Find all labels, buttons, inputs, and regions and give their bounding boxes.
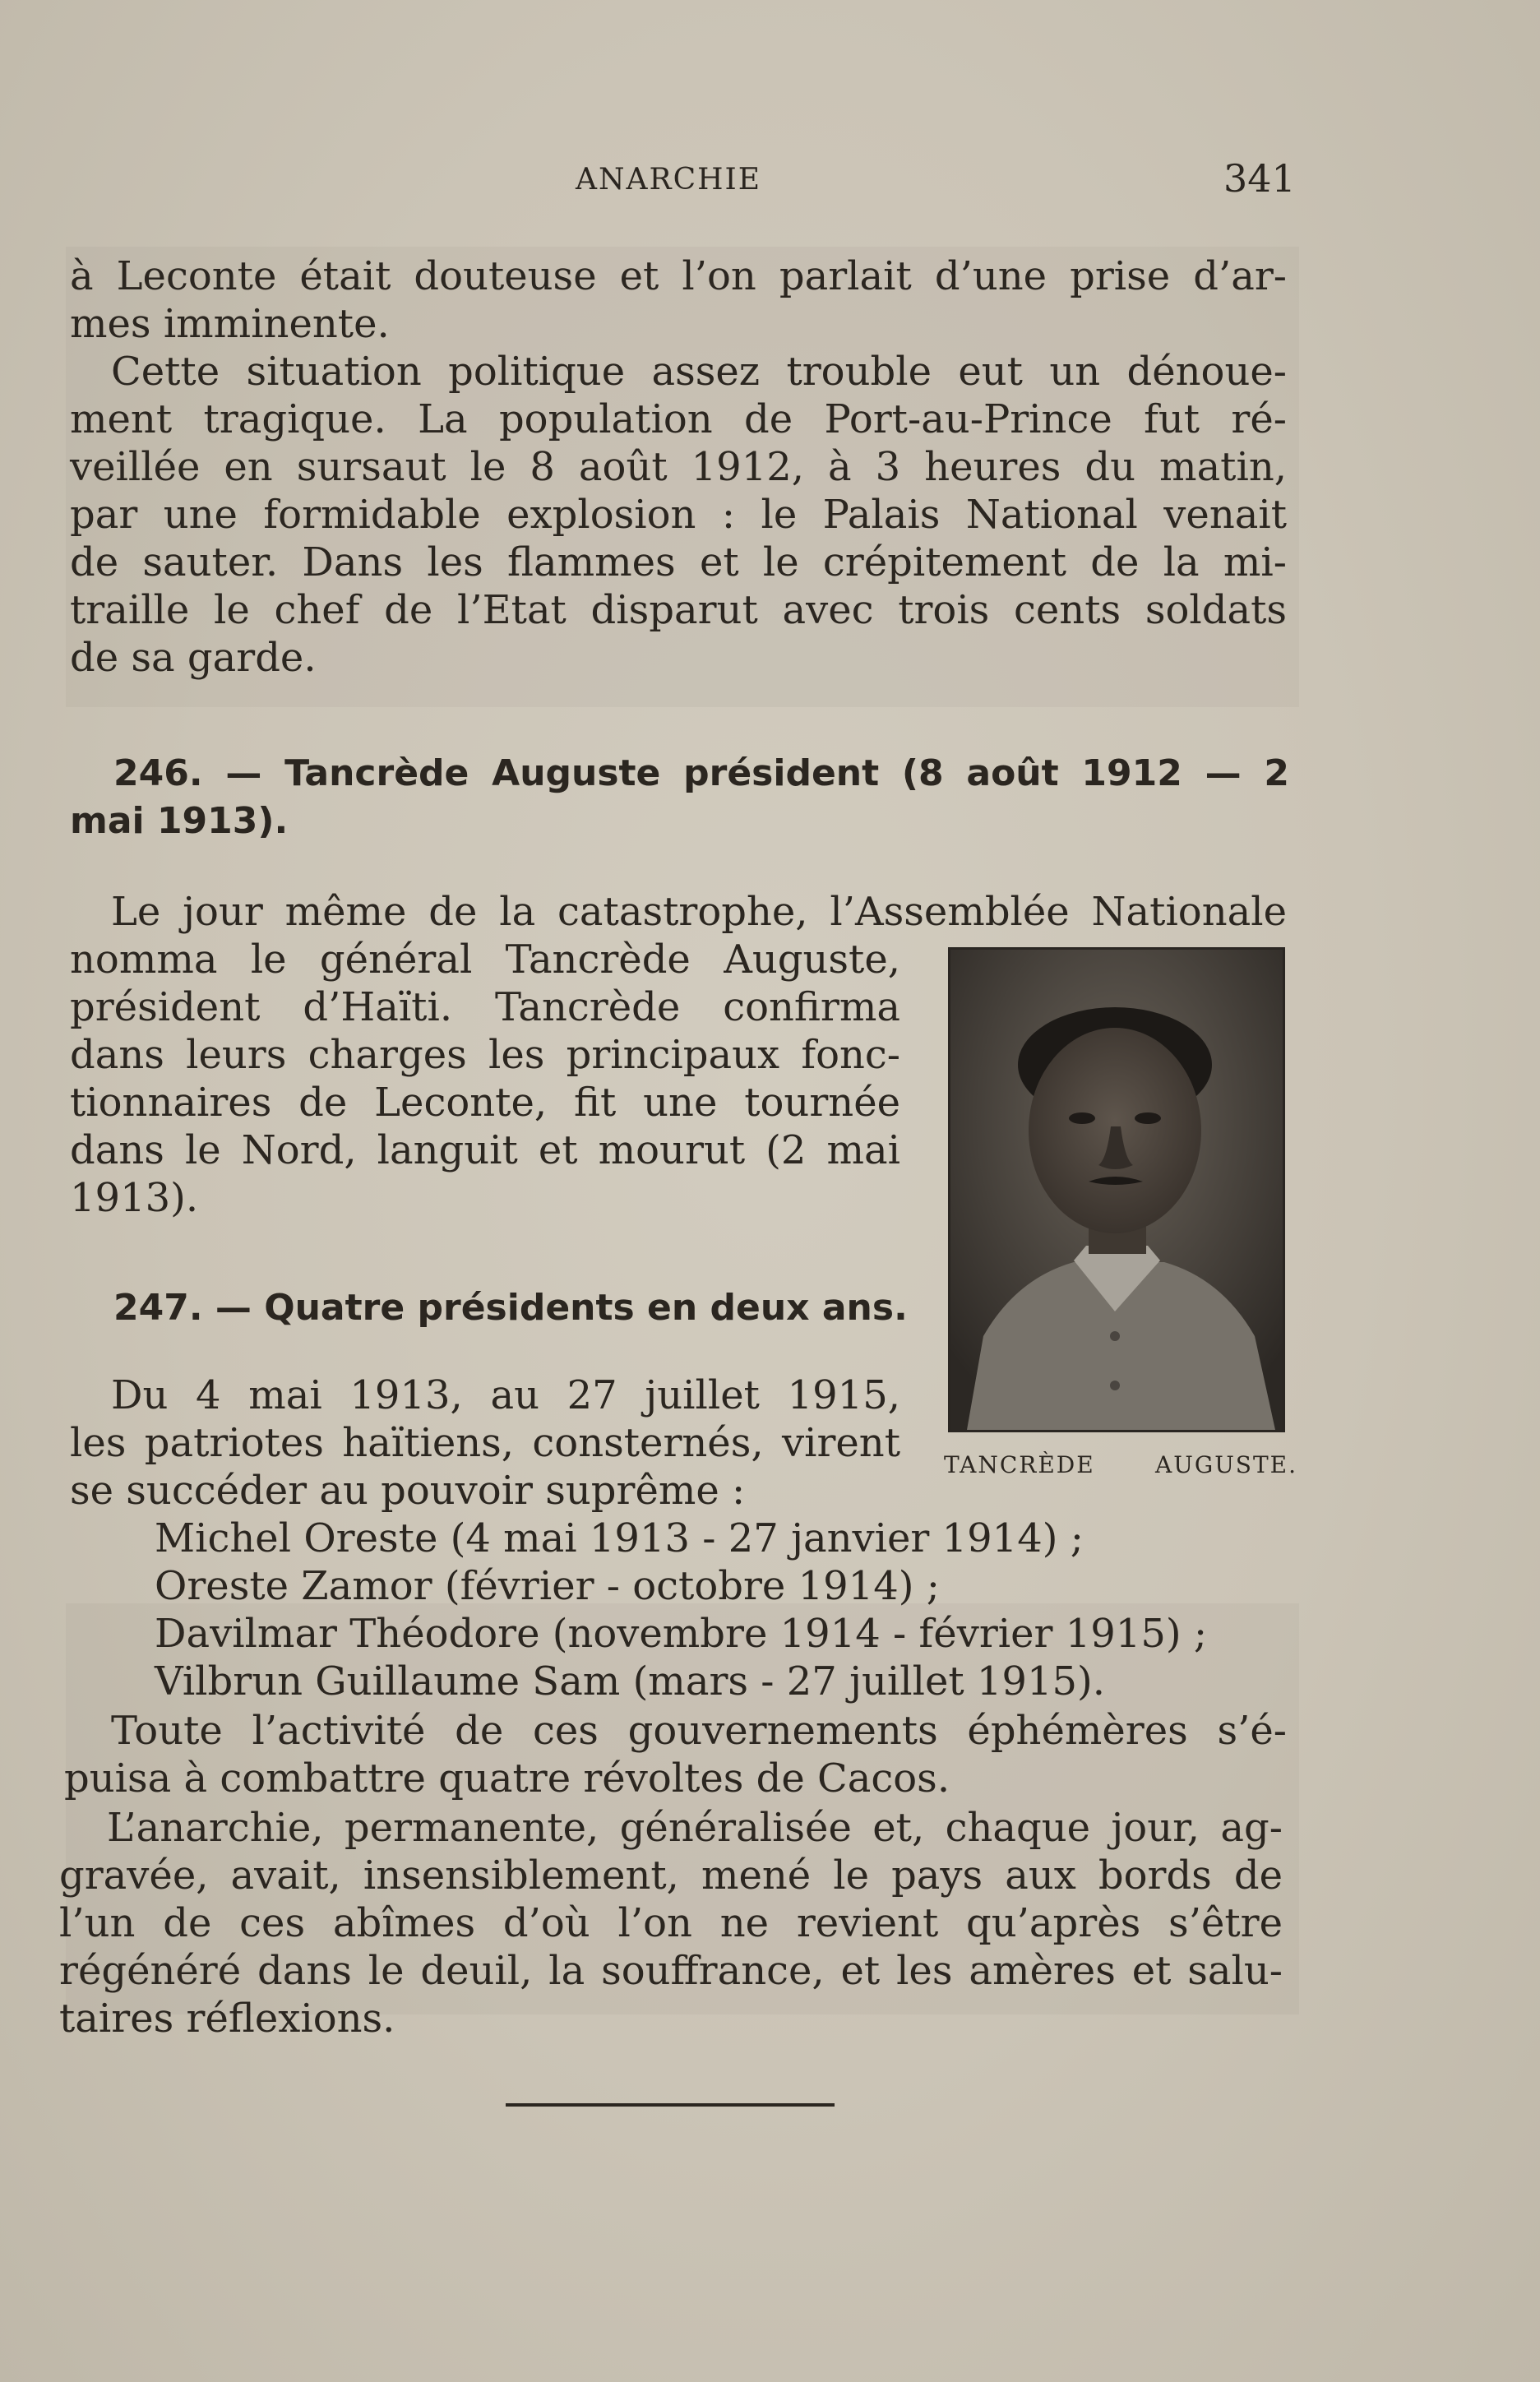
text-line: ment tragique. La population de Port-au-Prince fut ré-	[70, 396, 1287, 442]
text-line: puisa à combattre quatre révoltes de Cacos.	[64, 1755, 950, 1802]
president-list-item: Oreste Zamor (février - octobre 1914) ;	[155, 1563, 940, 1609]
text-line: de sauter. Dans les flammes et le crépitement de la mi-	[70, 539, 1287, 585]
text-line: par une formidable explosion : le Palais National venait	[70, 492, 1287, 538]
text-line: tionnaires de Leconte, fit une tournée	[70, 1080, 900, 1126]
text-line: se succéder au pouvoir suprême :	[70, 1468, 746, 1514]
text-line: président d’Haïti. Tancrède confirma	[70, 984, 900, 1030]
text-line: traille le chef de l’Etat disparut avec trois cents soldats	[70, 587, 1287, 633]
text-line: l’un de ces abîmes d’où l’on ne revient qu’après s’être	[59, 1900, 1283, 1946]
text-line: Toute l’activité de ces gouvernements éphémères s’é-	[111, 1708, 1287, 1754]
president-list-item: Vilbrun Guillaume Sam (mars - 27 juillet 1915).	[155, 1658, 1106, 1704]
portrait-photo	[948, 947, 1285, 1432]
section-heading-246-cont: mai 1913).	[70, 800, 289, 842]
text-line: dans le Nord, languit et mourut (2 mai	[70, 1127, 900, 1173]
text-line: Le jour même de la catastrophe, l’Assemblée Nationale	[111, 889, 1287, 935]
text-line: nomma le général Tancrède Auguste,	[70, 937, 900, 983]
text-line: régénéré dans le deuil, la souffrance, et les amères et salu-	[59, 1948, 1283, 1994]
section-heading-247: 247. — Quatre présidents en deux ans.	[113, 1287, 908, 1329]
text-line: 1913).	[70, 1175, 199, 1221]
photo-caption: TANCRÈDE AUGUSTE.	[944, 1451, 1297, 1478]
running-title: ANARCHIE	[576, 163, 762, 197]
text-line: veillée en sursaut le 8 août 1912, à 3 heures du matin,	[70, 444, 1287, 490]
portrait-illustration	[950, 950, 1283, 1430]
text-line: Cette situation politique assez trouble eut un dénoue-	[111, 349, 1287, 395]
section-heading-246: 246. — Tancrède Auguste président (8 août 1912 — 2	[113, 752, 1289, 794]
text-line: à Leconte était douteuse et l’on parlait d’une prise d’ar-	[70, 253, 1287, 299]
text-line: de sa garde.	[70, 635, 317, 681]
text-line: dans leurs charges les principaux fonc-	[70, 1032, 900, 1078]
text-line: taires réflexions.	[59, 1996, 395, 2042]
text-line: L’anarchie, permanente, généralisée et, chaque jour, ag-	[107, 1805, 1283, 1851]
page-number: 341	[1223, 156, 1296, 201]
text-line: les patriotes haïtiens, consternés, virent	[70, 1420, 900, 1466]
page-header	[0, 156, 1540, 206]
end-rule	[506, 2103, 835, 2107]
text-line: mes imminente.	[70, 301, 390, 347]
text-line: gravée, avait, insensiblement, mené le pays aux bords de	[59, 1852, 1283, 1899]
text-line: Du 4 mai 1913, au 27 juillet 1915,	[111, 1372, 900, 1418]
president-list-item: Davilmar Théodore (novembre 1914 - février 1915) ;	[155, 1611, 1208, 1657]
president-list-item: Michel Oreste (4 mai 1913 - 27 janvier 1914) ;	[155, 1515, 1084, 1561]
